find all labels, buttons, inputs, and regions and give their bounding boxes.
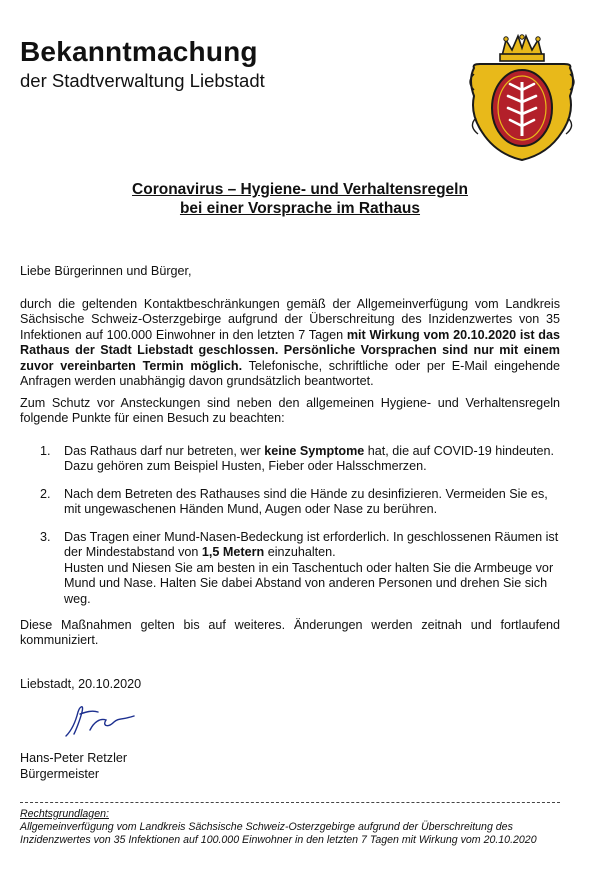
crown-icon <box>500 35 544 61</box>
coat-of-arms-icon <box>466 34 578 162</box>
rule-text <box>64 530 560 607</box>
closing-paragraph: Diese Maßnahmen gelten bis auf weiteres. Änderungen werden zeitnah und fortlaufend kommuniziert. <box>20 618 560 648</box>
rule-text-a: Das Tragen einer Mund-Nasen-Bedeckung ist erforderlich. In geschlossenen Räumen ist der Mindestabstand von <box>64 530 559 560</box>
rule-number: 3. <box>40 530 51 544</box>
intro-paragraph <box>20 297 560 389</box>
greeting: Liebe Bürgerinnen und Bürger, <box>20 264 192 278</box>
place-date: Liebstadt, 20.10.2020 <box>20 677 142 691</box>
rule-text-extra: Husten und Niesen Sie am besten in ein Taschentuch oder halten Sie die Armbeuge vor Mund und Nase. Halten Sie dabei Abstand von anderen Personen und drehen Sie sich weg. <box>64 560 554 606</box>
signature-icon <box>62 700 142 740</box>
rule-text-a: Nach dem Betreten des Rathauses sind die Hände zu desinfizieren. Vermeiden Sie es, mit ungewaschenen Händen Mund, Augen oder Nase zu berühren. <box>64 487 548 517</box>
legal-basis-label: Rechtsgrundlagen: <box>20 808 109 820</box>
notice-title-line-2: bei einer Vorsprache im Rathaus <box>179 200 421 217</box>
signatory-role: Bürgermeister <box>20 767 100 781</box>
rule-text <box>64 444 560 475</box>
document-title: Bekanntmachung <box>20 36 258 67</box>
rule-text-a: Das Rathaus darf nur betreten, wer <box>64 444 265 458</box>
rule-text-b: einzuhalten. <box>264 545 336 560</box>
notice-title <box>0 180 600 218</box>
legal-basis-footer <box>20 808 565 847</box>
intro-text-bold: mit Wirkung vom 20.10.2020 ist das Rathaus der Stadt Liebstadt geschlossen. Persönliche Vorsprachen sind nur mit einem zuvor vereinbarten Termin möglich. <box>20 327 560 373</box>
document-subtitle: der Stadtverwaltung Liebstadt <box>20 70 265 91</box>
footer-divider <box>20 802 560 803</box>
legal-basis-text: Allgemeinverfügung vom Landkreis Sächsische Schweiz-Osterzgebirge aufgrund der Überschreitung des Inzidenzwertes von 35 Infektionen auf 100.000 Einwohner in den letzten 7 Tagen mit Wirkung vom 20.10.2020 <box>20 821 537 846</box>
rule-text-bold: keine Symptome <box>264 444 365 458</box>
intro-text-a: durch die geltenden Kontaktbeschränkungen gemäß der Allgemeinverfügung vom Landkreis Sächsische Schweiz-Osterzgebirge aufgrund der Überschreitung des Inzidenzwertes von 35 Infektionen auf 100.000 Einwohner in den letzten 7 Tagen <box>20 297 560 342</box>
rule-number: 2. <box>40 487 51 501</box>
rule-text-bold: 1,5 Metern <box>201 545 265 560</box>
rule-text <box>64 487 560 518</box>
signatory-name: Hans-Peter Retzler <box>20 751 128 765</box>
rule-number: 1. <box>40 444 51 458</box>
rule-text-b: hat, die auf COVID-19 hindeuten. Dazu gehören zum Beispiel Husten, Fieber oder Halsschmerzen. <box>64 444 555 474</box>
intro-text-c: Telefonische, schriftliche oder per E-Mail eingehende Anfragen werden unabhängig davon grundsätzlich beantwortet. <box>20 358 560 389</box>
notice-title-line-1: Coronavirus – Hygiene- und Verhaltensregeln <box>132 181 468 198</box>
points-intro-paragraph: Zum Schutz vor Ansteckungen sind neben den allgemeinen Hygiene- und Verhaltensregeln folgende Punkte für einen Besuch zu beachten: <box>20 396 560 426</box>
